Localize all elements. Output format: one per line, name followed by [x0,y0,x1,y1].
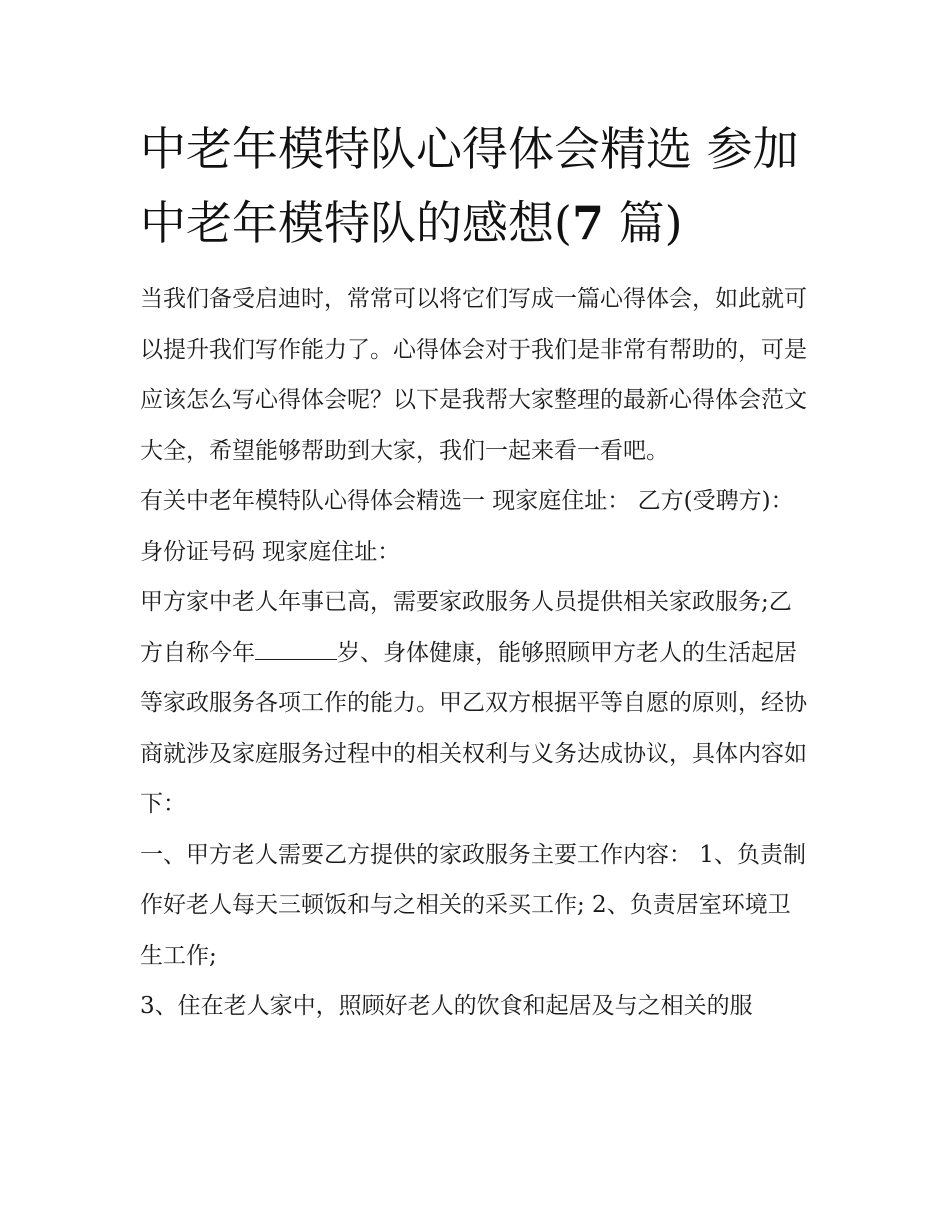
title-suffix: 篇) [603,196,683,250]
contract-header-paragraph: 有关中老年模特队心得体会精选一 现家庭住址： 乙方(受聘方)：身份证号码 现家庭住址： [140,488,794,565]
title-text: 中老年模特队心得体会精选 参加中老年模特队的感想( [140,122,799,250]
contract-background-paragraph [140,577,812,830]
service-content-paragraph: 一、甲方老人需要乙方提供的家政服务主要工作内容： 1、负责制作好老人每天三顿饭和与之相关的采买工作; 2、负责居室环境卫生工作; [140,841,806,969]
service-item-3-paragraph: 3、住在老人家中，照顾好老人的饮食和起居及与之相关的服 [140,993,753,1019]
background-text-before: 甲方家中老人年事已高，需要家政服务人员提供相关家政服务;乙方自称今年 [140,589,792,666]
background-text-after: 岁、身体健康，能够照顾甲方老人的生活起居等家政服务各项工作的能力。甲乙双方根据平等自愿的原则，经协商就涉及家庭服务过程中的相关权利与义务达成协议，具体内容如下： [140,639,807,817]
document-title [140,112,812,260]
title-count: 7 [571,196,604,250]
intro-paragraph: 当我们备受启迪时，常常可以将它们写成一篇心得体会，如此就可以提升我们写作能力了。心得体会对于我们是非常有帮助的，可是应该怎么写心得体会呢？以下是我帮大家整理的最新心得体会范文大全，希望能够帮助到大家，我们一起来看一看吧。 [140,286,807,464]
age-blank-line [255,637,337,660]
document-page [140,112,812,1032]
